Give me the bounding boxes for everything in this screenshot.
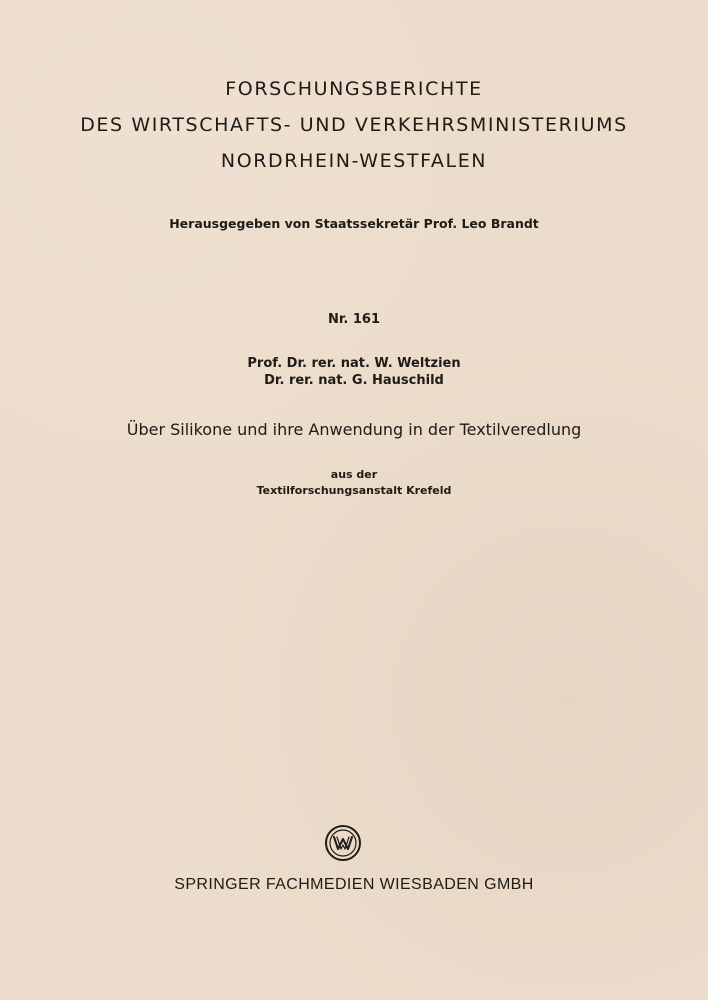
editor-line: Herausgegeben von Staatssekretär Prof. Leo Brandt [169,216,539,231]
source-line-2: Textilforschungsanstalt Krefeld [256,484,452,497]
publisher-name: SPRINGER FACHMEDIEN WIESBADEN GMBH [174,876,534,893]
issue-number: Nr. 161 [327,312,381,327]
author-1: Prof. Dr. rer. nat. W. Weltzien [247,356,461,371]
series-title-line-2: DES WIRTSCHAFTS- UND VERKEHRSMINISTERIUMS [80,114,628,136]
series-title-line-1: FORSCHUNGSBERICHTE [225,78,483,100]
author-2: Dr. rer. nat. G. Hauschild [264,373,444,388]
series-title-line-3: NORDRHEIN-WESTFALEN [220,150,488,172]
work-title: Über Silikone und ihre Anwendung in der Textilveredlung [126,420,582,439]
source-line-1: aus der [330,468,378,481]
publisher-logo-icon [324,824,362,862]
